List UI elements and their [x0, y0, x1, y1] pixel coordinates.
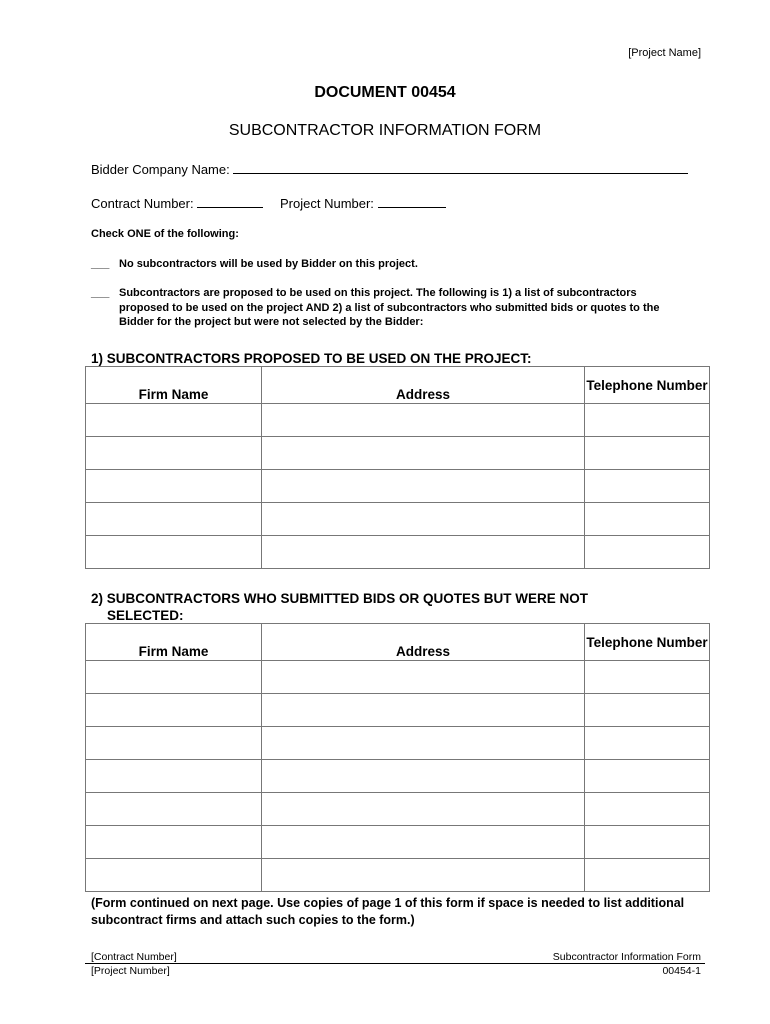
- project-number-field: [280, 195, 446, 211]
- section2-heading-line2: SELECTED:: [107, 608, 184, 623]
- bidder-company-label: Bidder Company Name:: [91, 162, 230, 177]
- table-row: [86, 503, 710, 536]
- column-header-firm-name: Firm Name: [86, 367, 262, 404]
- column-header-address: Address: [262, 367, 585, 404]
- telephone-cell[interactable]: [585, 661, 710, 694]
- section1-table: [85, 366, 710, 569]
- address-cell[interactable]: [262, 826, 585, 859]
- project-number-blank[interactable]: [378, 195, 446, 208]
- section2-heading: [91, 590, 691, 624]
- footer-contract-number: [Contract Number]: [91, 951, 177, 963]
- footer-form-name: Subcontractor Information Form: [552, 951, 701, 963]
- table-row: [86, 437, 710, 470]
- telephone-cell[interactable]: [585, 503, 710, 536]
- footer-project-number: [Project Number]: [91, 965, 170, 977]
- table-row: [86, 859, 710, 892]
- section1-heading: 1) SUBCONTRACTORS PROPOSED TO BE USED ON THE PROJECT:: [91, 351, 532, 366]
- table-row: [86, 536, 710, 569]
- address-cell[interactable]: [262, 536, 585, 569]
- address-cell[interactable]: [262, 727, 585, 760]
- telephone-cell[interactable]: [585, 694, 710, 727]
- bidder-company-blank[interactable]: [233, 161, 688, 174]
- bidder-company-field: [91, 161, 688, 177]
- section2-table: [85, 623, 710, 892]
- firm-name-cell[interactable]: [86, 437, 262, 470]
- document-number-title: DOCUMENT 00454: [314, 84, 456, 101]
- table-row: [86, 793, 710, 826]
- address-cell[interactable]: [262, 503, 585, 536]
- address-cell[interactable]: [262, 470, 585, 503]
- firm-name-cell[interactable]: [86, 404, 262, 437]
- firm-name-cell[interactable]: [86, 727, 262, 760]
- telephone-cell[interactable]: [585, 727, 710, 760]
- option2-label: Subcontractors are proposed to be used on this project. The following is 1) a list of subcontractors proposed to be used on the project AND 2) a list of subcontractors who submitted bids or quotes to the Bidder for the project but were not selected by the Bidder:: [119, 287, 660, 328]
- firm-name-cell[interactable]: [86, 694, 262, 727]
- section2-heading-line1: 2) SUBCONTRACTORS WHO SUBMITTED BIDS OR QUOTES BUT WERE NOT: [91, 591, 589, 606]
- telephone-cell[interactable]: [585, 470, 710, 503]
- address-cell[interactable]: [262, 437, 585, 470]
- option1-label: No subcontractors will be used by Bidder on this project.: [119, 258, 418, 270]
- contract-number-label: Contract Number:: [91, 196, 194, 211]
- firm-name-cell[interactable]: [86, 826, 262, 859]
- telephone-cell[interactable]: [585, 437, 710, 470]
- check-one-heading: Check ONE of the following:: [91, 228, 239, 240]
- table-row: [86, 727, 710, 760]
- telephone-cell[interactable]: [585, 404, 710, 437]
- contract-number-field: [91, 195, 263, 211]
- table-row: [86, 826, 710, 859]
- address-cell[interactable]: [262, 760, 585, 793]
- continuation-note: (Form continued on next page. Use copies of page 1 of this form if space is needed to list additional subcontract firms and attach such copies to the form.): [91, 896, 685, 927]
- address-cell[interactable]: [262, 404, 585, 437]
- address-cell[interactable]: [262, 793, 585, 826]
- firm-name-cell[interactable]: [86, 760, 262, 793]
- column-header-telephone: Telephone Number: [585, 367, 710, 404]
- firm-name-cell[interactable]: [86, 661, 262, 694]
- firm-name-cell[interactable]: [86, 859, 262, 892]
- table-row: [86, 694, 710, 727]
- address-cell[interactable]: [262, 859, 585, 892]
- firm-name-cell[interactable]: [86, 793, 262, 826]
- firm-name-cell[interactable]: [86, 503, 262, 536]
- table-row: [86, 760, 710, 793]
- table-row: [86, 404, 710, 437]
- footer-page-number: 00454-1: [662, 965, 701, 977]
- address-cell[interactable]: [262, 694, 585, 727]
- telephone-cell[interactable]: [585, 536, 710, 569]
- column-header-firm-name: Firm Name: [86, 624, 262, 661]
- firm-name-cell[interactable]: [86, 470, 262, 503]
- project-number-label: Project Number:: [280, 196, 374, 211]
- column-header-address: Address: [262, 624, 585, 661]
- column-header-telephone: Telephone Number: [585, 624, 710, 661]
- telephone-cell[interactable]: [585, 859, 710, 892]
- footer-right: [553, 950, 701, 978]
- table-row: [86, 661, 710, 694]
- telephone-cell[interactable]: [585, 826, 710, 859]
- form-title: SUBCONTRACTOR INFORMATION FORM: [228, 122, 542, 139]
- contract-number-blank[interactable]: [197, 195, 263, 208]
- firm-name-cell[interactable]: [86, 536, 262, 569]
- telephone-cell[interactable]: [585, 793, 710, 826]
- option2-checkbox[interactable]: ___: [91, 287, 110, 299]
- address-cell[interactable]: [262, 661, 585, 694]
- table-row: [86, 470, 710, 503]
- footer-left: [91, 950, 177, 978]
- telephone-cell[interactable]: [585, 760, 710, 793]
- option1-checkbox[interactable]: ___: [91, 258, 110, 270]
- header-project-name: [Project Name]: [628, 47, 701, 59]
